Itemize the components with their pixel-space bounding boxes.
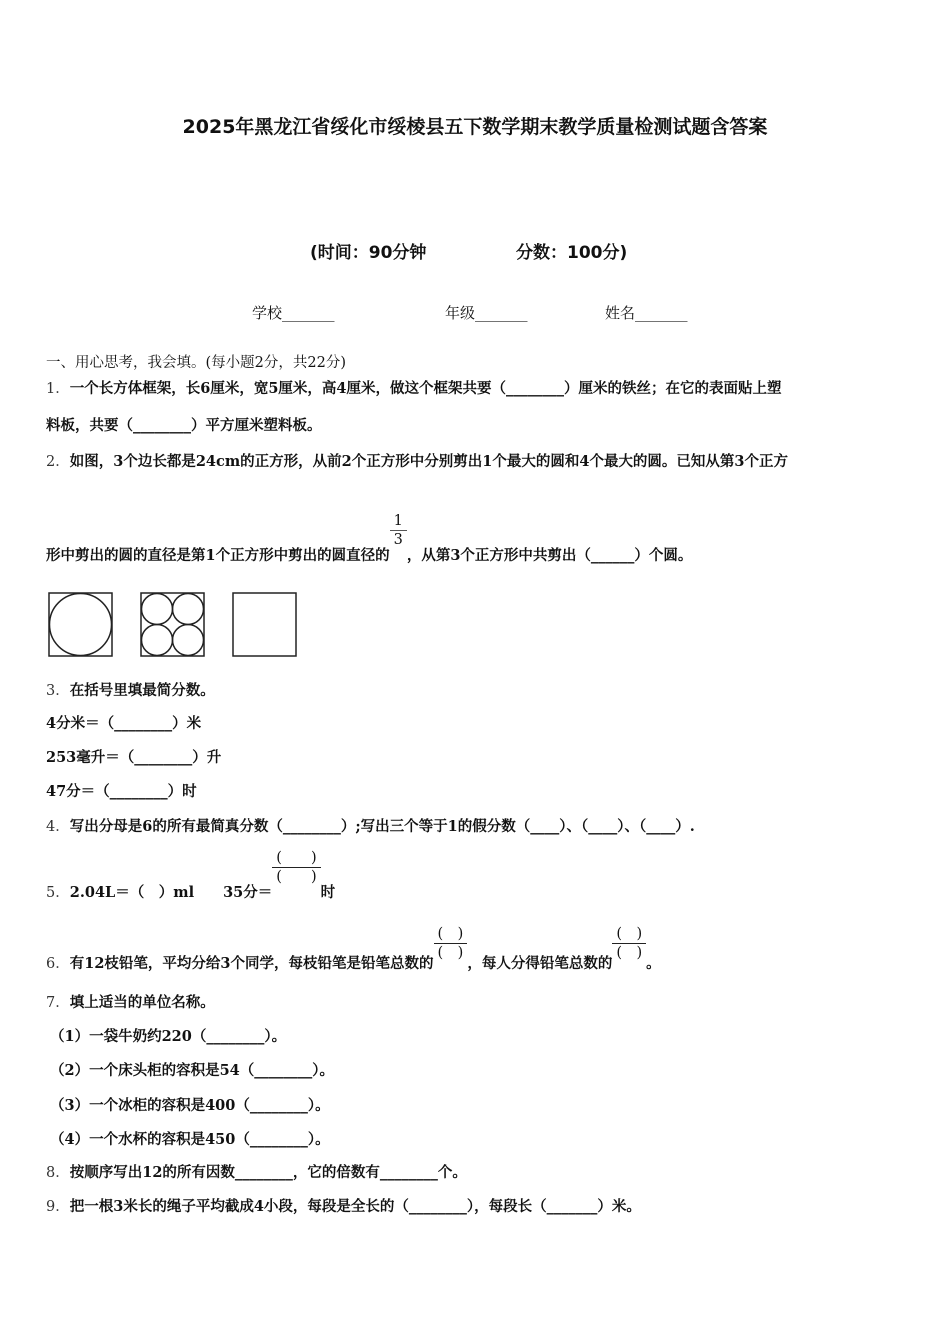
square-3	[233, 593, 296, 656]
question-text: 按顺序写出12的所有因数________，它的倍数有________个。	[69, 1164, 467, 1181]
page-title: 2025年黑龙江省绥化市绥棱县五下数学期末教学质量检测试题含答案	[182, 116, 768, 138]
question-number: 4．	[46, 819, 70, 835]
question-number: 3．	[46, 683, 70, 699]
fraction-one-third	[390, 512, 407, 549]
circle-large	[50, 594, 112, 656]
question-2-cont	[46, 512, 693, 564]
blank-fraction	[434, 925, 468, 962]
question-text: 有12枝铅笔，平均分给3个同学，每枝铅笔是铅笔总数的	[69, 954, 434, 972]
section-heading: 一、用心思考，我会填。(每小题2分，共22分)	[46, 355, 346, 371]
blank-fraction	[272, 849, 320, 886]
fraction-numerator: ( )	[612, 925, 646, 944]
question-text: 如图，3个边长都是24cm的正方形，从前2个正方形中分别剪出1个最大的圆和4个最大的圆。已知从第3个正方	[69, 453, 789, 470]
fraction-denominator: ( )	[437, 945, 464, 961]
question-text: 在括号里填最简分数。	[69, 682, 215, 699]
question-text: 2.04L＝（ ）ml 35分＝	[69, 883, 273, 901]
question-6	[46, 925, 661, 972]
question-2	[46, 450, 788, 471]
question-text: ，每人分得铅笔总数的	[467, 954, 613, 972]
question-text: 填上适当的单位名称。	[69, 994, 215, 1011]
question-number: 1．	[46, 381, 70, 397]
question-4	[46, 815, 695, 836]
question-3-item: 47分＝（________）时	[46, 783, 197, 800]
question-7-item: （3）一个冰柜的容积是400（________）。	[50, 1097, 330, 1114]
question-number: 5．	[46, 884, 70, 901]
question-1	[46, 377, 782, 398]
question-8	[46, 1161, 467, 1182]
blank-fraction	[612, 925, 646, 962]
question-text: 形中剪出的圆的直径是第1个正方形中剪出的圆直径的	[46, 546, 390, 564]
name-field: 姓名_______	[605, 304, 688, 322]
circle-small	[173, 594, 204, 625]
question-number: 7．	[46, 995, 70, 1011]
question-text: 把一根3米长的绳子平均截成4小段，每段是全长的（________），每段长（_______）米。	[69, 1198, 641, 1215]
grade-field: 年级_______	[445, 304, 528, 322]
fraction-numerator: 1	[390, 512, 407, 531]
question-text: ，从第3个正方形中共剪出（______）个圆。	[406, 546, 693, 564]
question-3	[46, 679, 215, 700]
school-field: 学校_______	[252, 304, 335, 322]
question-text: 写出分母是6的所有最简真分数（________）;写出三个等于1的假分数（____）、（____）、（____）.	[69, 818, 695, 835]
question-7-item: （1）一袋牛奶约220（________）。	[50, 1028, 287, 1045]
fraction-denominator: 3	[393, 532, 403, 548]
question-3-item: 253毫升＝（________）升	[46, 749, 222, 766]
question-7-item: （4）一个水杯的容积是450（________）。	[50, 1131, 330, 1148]
fraction-numerator: ( )	[272, 849, 320, 868]
question-number: 2．	[46, 454, 70, 470]
question-7	[46, 991, 215, 1012]
question-text: 一个长方体框架，长6厘米，宽5厘米，高4厘米，做这个框架共要（________）厘米的铁丝；在它的表面贴上塑	[69, 380, 782, 397]
question-text: 。	[646, 954, 661, 972]
question-9	[46, 1195, 641, 1216]
question-number: 6．	[46, 955, 70, 972]
square-2	[141, 593, 204, 656]
exam-score: 分数：100分)	[516, 243, 628, 263]
circle-small	[142, 594, 173, 625]
question-number: 8．	[46, 1165, 70, 1181]
question-3-item: 4分米＝（________）米	[46, 715, 202, 732]
fraction-denominator: ( )	[276, 869, 317, 885]
question-5	[46, 849, 336, 901]
squares-figure	[48, 592, 300, 660]
question-1-cont: 料板，共要（________）平方厘米塑料板。	[46, 417, 322, 434]
fraction-denominator: ( )	[616, 945, 643, 961]
circle-small	[173, 625, 204, 656]
exam-time: (时间：90分钟	[310, 243, 427, 263]
fraction-numerator: ( )	[434, 925, 468, 944]
question-text: 时	[320, 883, 336, 901]
question-number: 9．	[46, 1199, 70, 1215]
circle-small	[142, 625, 173, 656]
question-7-item: （2）一个床头柜的容积是54（________）。	[50, 1062, 335, 1079]
